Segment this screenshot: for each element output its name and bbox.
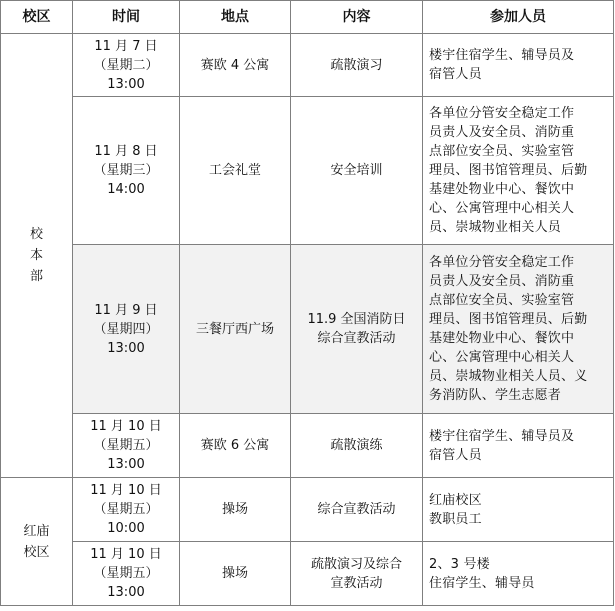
content-line: 疏散演习及综合	[310, 556, 402, 572]
content-cell	[291, 542, 423, 606]
campus-main-cell	[1, 34, 73, 478]
time-clock: 13:00	[107, 457, 145, 472]
time-cell	[73, 34, 180, 97]
header-content: 内容	[291, 1, 423, 34]
participants-cell	[423, 542, 614, 606]
campus-line: 校区	[23, 544, 50, 560]
content-line: 疏散演练	[330, 438, 383, 453]
location-cell: 赛欧 6 公寓	[180, 414, 291, 478]
campus-char: 部	[29, 269, 43, 284]
time-weekday: （星期三）	[93, 163, 159, 178]
location-cell: 操场	[180, 478, 291, 542]
header-campus: 校区	[1, 1, 73, 34]
table-row	[1, 34, 614, 97]
participants-line: 2、3 号楼	[429, 556, 490, 572]
participants-line: 住宿学生、辅导员	[429, 575, 535, 591]
time-clock: 13:00	[107, 585, 145, 600]
table-row	[1, 245, 614, 414]
table-row	[1, 414, 614, 478]
time-clock: 14:00	[107, 182, 145, 197]
participants-cell	[423, 478, 614, 542]
campus-line: 红庙	[23, 523, 50, 539]
participants-line: 教职员工	[429, 511, 482, 527]
time-clock: 13:00	[107, 76, 145, 92]
time-weekday: （星期五）	[93, 502, 159, 517]
location-cell: 赛欧 4 公寓	[180, 34, 291, 97]
location-cell: 三餐厅西广场	[180, 245, 291, 414]
content-line: 疏散演习	[330, 57, 383, 73]
time-date: 11 月 10 日	[90, 419, 162, 434]
time-cell	[73, 542, 180, 606]
participants-line: 理员、图书馆管理员、后勤	[429, 163, 588, 178]
content-cell	[291, 245, 423, 414]
content-line: 11.9 全国消防日	[307, 312, 406, 327]
header-row	[1, 1, 614, 34]
time-weekday: （星期五）	[93, 438, 159, 453]
content-cell	[291, 97, 423, 245]
participants-line: 宿管人员	[429, 447, 482, 463]
participants-line: 楼宇住宿学生、辅导员及	[429, 48, 575, 63]
participants-cell	[423, 414, 614, 478]
participants-line: 务消防队、学生志愿者	[429, 388, 562, 403]
time-clock: 13:00	[107, 340, 145, 356]
participants-line: 各单位分管安全稳定工作	[429, 255, 575, 270]
content-line: 安全培训	[330, 163, 383, 178]
time-date: 11 月 8 日	[94, 144, 158, 159]
participants-line: 红庙校区	[429, 492, 482, 508]
time-cell	[73, 478, 180, 542]
campus-hongmiao-cell	[1, 478, 73, 606]
time-weekday: （星期五）	[93, 566, 159, 581]
participants-line: 基建处物业中心、餐饮中	[429, 182, 575, 197]
time-date: 11 月 10 日	[90, 483, 162, 498]
content-line: 宣教活动	[330, 575, 383, 591]
participants-line: 点部位安全员、实验室管	[429, 293, 575, 308]
time-date: 11 月 7 日	[94, 38, 158, 54]
participants-cell	[423, 245, 614, 414]
content-line: 综合宣教活动	[317, 502, 396, 517]
participants-cell	[423, 97, 614, 245]
table-row	[1, 97, 614, 245]
content-cell	[291, 34, 423, 97]
time-cell	[73, 414, 180, 478]
campus-char: 校	[29, 227, 43, 242]
time-weekday: （星期二）	[93, 57, 159, 73]
participants-line: 员责人及安全员、消防重	[429, 125, 575, 140]
location-cell: 操场	[180, 542, 291, 606]
header-participants: 参加人员	[423, 1, 614, 34]
participants-line: 各单位分管安全稳定工作	[429, 106, 575, 121]
participants-line: 心、公寓管理中心相关人	[429, 350, 575, 365]
time-cell	[73, 97, 180, 245]
time-date: 11 月 10 日	[90, 547, 162, 562]
participants-line: 基建处物业中心、餐饮中	[429, 331, 575, 346]
participants-line: 楼宇住宿学生、辅导员及	[429, 428, 575, 444]
time-weekday: （星期四）	[93, 321, 159, 337]
content-cell	[291, 414, 423, 478]
table-row	[1, 542, 614, 606]
time-date: 11 月 9 日	[94, 302, 158, 318]
header-location: 地点	[180, 1, 291, 34]
participants-line: 点部位安全员、实验室管	[429, 144, 575, 159]
content-line: 综合宣教活动	[317, 331, 396, 346]
participants-line: 员、崇城物业相关人员、义	[429, 369, 588, 384]
table-row	[1, 478, 614, 542]
participants-line: 心、公寓管理中心相关人	[429, 201, 575, 216]
time-clock: 10:00	[107, 521, 145, 536]
campus-char: 本	[29, 248, 43, 263]
participants-line: 员责人及安全员、消防重	[429, 274, 575, 289]
header-time: 时间	[73, 1, 180, 34]
location-cell: 工会礼堂	[180, 97, 291, 245]
content-cell	[291, 478, 423, 542]
participants-line: 理员、图书馆管理员、后勤	[429, 312, 588, 327]
participants-cell	[423, 34, 614, 97]
time-cell	[73, 245, 180, 414]
participants-line: 宿管人员	[429, 67, 482, 82]
participants-line: 员、崇城物业相关人员	[429, 220, 562, 235]
